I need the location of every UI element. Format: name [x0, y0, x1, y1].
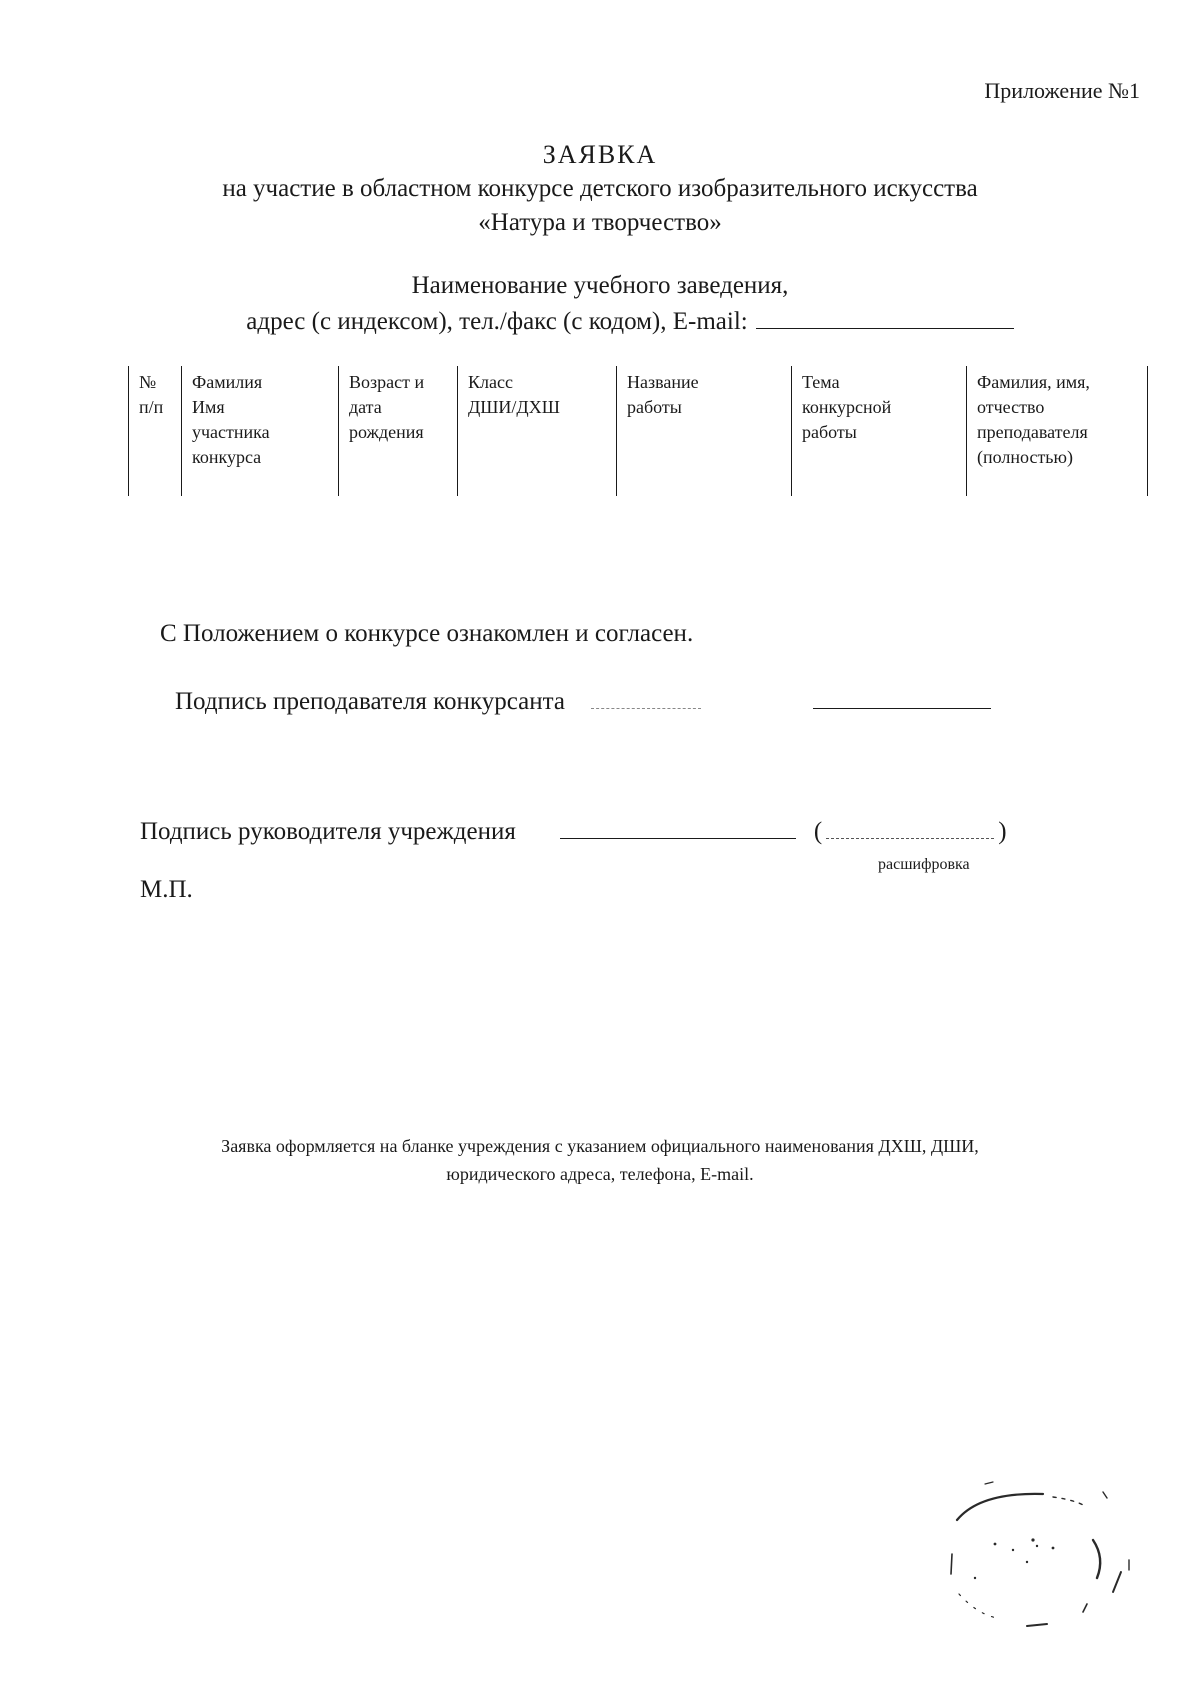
institution-contact-label: адрес (с индексом), тел./факс (с кодом), E-mail:: [246, 308, 748, 335]
institution-contact-row: [0, 304, 1200, 340]
footnote: [0, 1132, 1200, 1188]
footnote-line1: Заявка оформляется на бланке учреждения с указанием официального наименования ДХШ, ДШИ,: [221, 1136, 979, 1156]
teacher-signature-row: [175, 688, 991, 716]
faint-stamp-icon: [935, 1442, 1155, 1627]
teacher-signature-field[interactable]: [813, 690, 991, 709]
document-title: ЗАЯВКА: [542, 140, 658, 169]
column-header-age: Возраст и дата рождения: [339, 366, 458, 496]
institution-name-label: Наименование учебного заведения,: [411, 272, 789, 299]
column-header-teacher: Фамилия, имя, отчество преподавателя (полностью): [967, 366, 1148, 496]
open-paren: (: [813, 818, 823, 845]
document-subtitle-line2: «Натура и творчество»: [478, 209, 722, 236]
head-signature-field[interactable]: [560, 818, 796, 839]
title-block: [0, 138, 1200, 240]
head-name-decode-field[interactable]: [826, 818, 994, 839]
seal-place-label: М.П.: [140, 876, 193, 903]
footnote-line2: юридического адреса, телефона, E-mail.: [446, 1164, 754, 1184]
agreement-statement: С Положением о конкурсе ознакомлен и согласен.: [160, 620, 694, 647]
column-header-participant: Фамилия Имя участника конкурса: [182, 366, 339, 496]
teacher-signature-label: Подпись преподавателя конкурсанта: [175, 688, 565, 715]
document-subtitle-line1: на участие в областном конкурсе детского изобразительного искусства: [222, 175, 978, 202]
column-header-number: № п/п: [129, 366, 182, 496]
institution-contact-field[interactable]: [756, 306, 1014, 329]
decode-caption: расшифровка: [878, 856, 970, 873]
applicants-table: [128, 366, 1148, 496]
table-header-row: [129, 366, 1148, 496]
column-header-work-title: Название работы: [617, 366, 792, 496]
column-header-class: Класс ДШИ/ДХШ: [458, 366, 617, 496]
institution-block: [0, 268, 1200, 340]
head-signature-row: [140, 818, 1007, 846]
close-paren: ): [998, 818, 1007, 845]
column-header-work-theme: Тема конкурсной работы: [792, 366, 967, 496]
head-signature-label: Подпись руководителя учреждения: [140, 818, 516, 845]
annex-label: Приложение №1: [984, 78, 1140, 103]
teacher-signature-mark: [591, 690, 701, 709]
